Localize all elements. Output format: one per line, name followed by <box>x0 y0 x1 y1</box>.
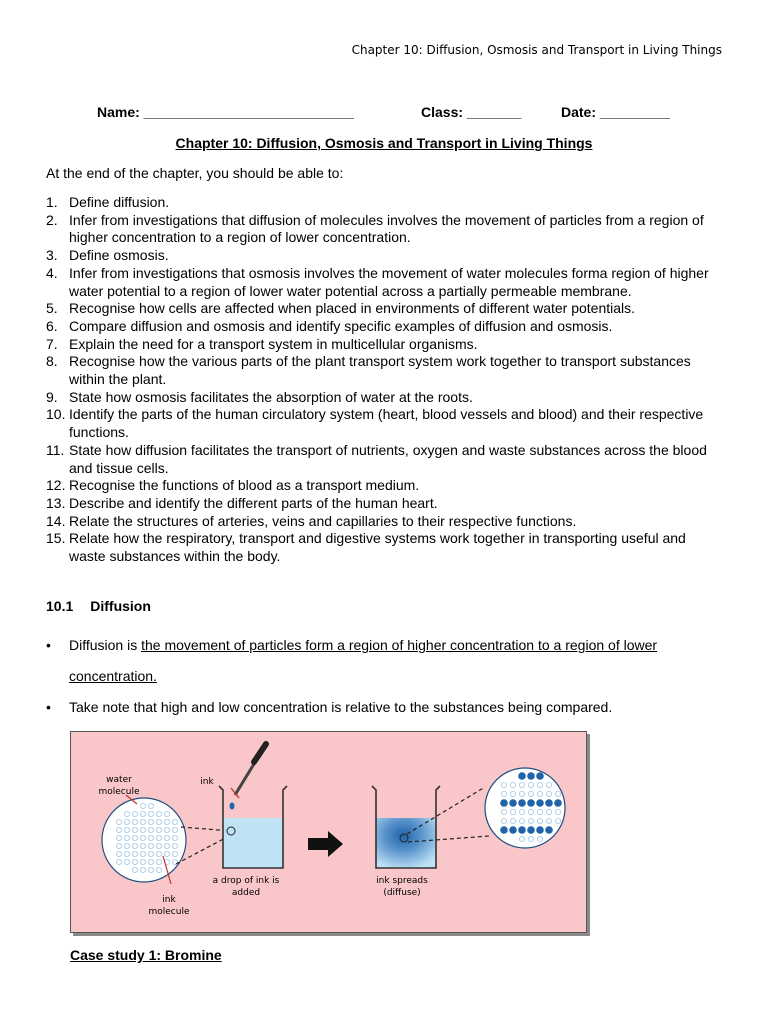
bullet-dot: • <box>46 699 51 715</box>
objective-number: 6. <box>46 317 58 334</box>
objective-number: 14. <box>46 512 66 529</box>
molecule-dot <box>124 811 129 816</box>
molecule-dot <box>536 772 544 780</box>
molecule-dot <box>528 836 533 841</box>
molecule-dot <box>156 851 161 856</box>
page-title: Chapter 10: Diffusion, Osmosis and Transport in Living Things <box>175 135 593 151</box>
molecule-dot <box>124 859 129 864</box>
molecule-dot <box>172 843 177 848</box>
molecule-dot <box>537 836 542 841</box>
objective-item <box>46 389 726 407</box>
molecule-dot <box>116 859 121 864</box>
molecule-dot <box>528 809 533 814</box>
objective-item <box>46 513 726 531</box>
objective-item <box>46 477 726 495</box>
molecule-dot <box>546 818 551 823</box>
label-water: water <box>106 775 132 785</box>
objective-item <box>46 353 726 388</box>
label-molecule: molecule <box>98 787 140 797</box>
molecule-dot <box>116 851 121 856</box>
molecule-dot <box>537 809 542 814</box>
objective-text: Describe and identify the different parts of the human heart. <box>69 494 438 511</box>
molecule-dot <box>536 799 544 807</box>
molecule-dot <box>501 809 506 814</box>
molecule-dot <box>501 782 506 787</box>
molecule-dot <box>116 835 121 840</box>
molecule-dot <box>132 827 137 832</box>
objective-number: 4. <box>46 264 58 281</box>
bullet-dot: • <box>46 637 51 653</box>
molecule-dot <box>537 791 542 796</box>
molecule-dot <box>172 819 177 824</box>
objective-number: 10. <box>46 406 66 423</box>
beaker-ink-spread-icon <box>372 786 440 868</box>
molecule-dot <box>537 818 542 823</box>
label-spread-2: (diffuse) <box>383 888 421 898</box>
molecule-dot <box>527 799 535 807</box>
objectives-list <box>46 194 726 566</box>
molecule-dot <box>172 827 177 832</box>
water-molecule-zoom-circle <box>102 798 186 882</box>
molecule-dot <box>156 827 161 832</box>
objective-number: 15. <box>46 530 66 547</box>
section-title: Diffusion <box>90 598 151 614</box>
molecule-dot <box>172 835 177 840</box>
molecule-dot <box>528 791 533 796</box>
molecule-dot <box>501 818 506 823</box>
objective-item <box>46 300 726 318</box>
objective-text: Compare diffusion and osmosis and identify specific examples of diffusion and osmosis. <box>69 317 613 334</box>
molecule-dot <box>156 811 161 816</box>
molecule-dot <box>140 843 145 848</box>
bullet-diffusion-definition <box>46 630 726 692</box>
molecule-dot <box>519 836 524 841</box>
objective-text: Identify the parts of the human circulatory system (heart, blood vessels and blood) and their respective functions. <box>69 406 704 441</box>
objective-text: Explain the need for a transport system in multicellular organisms. <box>69 335 478 352</box>
molecule-dot <box>545 826 553 834</box>
molecule-dot <box>546 809 551 814</box>
label-ink-molecule-2: molecule <box>148 907 190 917</box>
molecule-dot <box>510 782 515 787</box>
molecule-dot <box>546 791 551 796</box>
objective-item <box>46 265 726 300</box>
molecule-dot <box>528 818 533 823</box>
objective-text: Define diffusion. <box>69 194 170 210</box>
molecule-dot <box>148 827 153 832</box>
molecule-dot <box>527 826 535 834</box>
beaker-with-drop-icon <box>219 786 287 868</box>
molecule-dot <box>148 803 153 808</box>
molecule-dot <box>140 827 145 832</box>
molecule-dot <box>148 835 153 840</box>
running-header: Chapter 10: Diffusion, Osmosis and Transport in Living Things <box>351 43 722 57</box>
molecule-dot <box>536 826 544 834</box>
case-study-heading: Case study 1: Bromine <box>70 947 222 963</box>
objective-text: Infer from investigations that diffusion of molecules involves the movement of particles from a region of higher concentration to a region of lower concentration. <box>69 211 704 246</box>
molecule-dot <box>518 826 526 834</box>
molecule-dot <box>156 867 161 872</box>
objective-item <box>46 247 726 265</box>
definition-prefix: Diffusion is <box>69 637 142 653</box>
label-drop-1: a drop of ink is <box>212 876 280 886</box>
molecule-dot <box>518 799 526 807</box>
molecule-dot <box>132 819 137 824</box>
objective-item <box>46 442 726 477</box>
objective-text: State how diffusion facilitates the transport of nutrients, oxygen and waste substances across the blood and tissue cells. <box>69 441 707 476</box>
molecule-dot <box>527 772 535 780</box>
molecule-dot <box>124 835 129 840</box>
objective-item <box>46 212 726 247</box>
molecule-dot <box>140 835 145 840</box>
molecule-dot <box>124 851 129 856</box>
molecule-dot <box>509 799 517 807</box>
objective-item <box>46 336 726 354</box>
molecule-dot <box>555 809 560 814</box>
objective-number: 1. <box>46 194 58 210</box>
objective-text: Relate how the respiratory, transport and digestive systems work together in transporting useful and waste substances within the body. <box>69 530 686 565</box>
molecule-dot <box>519 782 524 787</box>
objective-text: Recognise how the various parts of the plant transport system work together to transport substances within the plant. <box>69 353 691 388</box>
molecule-dot <box>164 811 169 816</box>
molecule-dot <box>124 827 129 832</box>
molecule-dot <box>519 809 524 814</box>
molecule-dot <box>148 819 153 824</box>
molecule-dot <box>537 782 542 787</box>
objective-number: 11. <box>46 441 65 458</box>
molecule-dot <box>132 843 137 848</box>
definition-underlined: the movement of particles form a region of higher concentration to a region of lower concentration. <box>69 637 658 684</box>
molecule-dot <box>132 835 137 840</box>
label-ink: ink <box>200 777 214 787</box>
molecule-dot <box>140 851 145 856</box>
molecule-dot <box>156 859 161 864</box>
molecule-dot <box>116 819 121 824</box>
molecule-dot <box>148 811 153 816</box>
molecule-dot <box>519 818 524 823</box>
molecule-dot <box>140 859 145 864</box>
objective-number: 12. <box>46 477 66 494</box>
molecule-dot <box>132 811 137 816</box>
arrow-right-icon <box>308 831 343 857</box>
molecule-dot <box>164 835 169 840</box>
molecule-dot <box>124 819 129 824</box>
molecule-dot <box>555 791 560 796</box>
diffused-zoom-circle <box>485 768 565 848</box>
molecule-dot <box>519 791 524 796</box>
objective-number: 13. <box>46 494 66 511</box>
name-field-label: Name: ___________________________ <box>97 104 354 120</box>
molecule-dot <box>555 818 560 823</box>
molecule-dot <box>164 819 169 824</box>
molecule-dot <box>546 782 551 787</box>
objective-text: Define osmosis. <box>69 247 169 264</box>
class-field-label: Class: _______ <box>421 104 522 120</box>
objective-item <box>46 194 726 212</box>
molecule-dot <box>124 843 129 848</box>
objective-text: Recognise how cells are affected when placed in environments of different water potentials. <box>69 300 636 317</box>
molecule-dot <box>510 818 515 823</box>
molecule-dot <box>132 867 137 872</box>
molecule-dot <box>554 799 562 807</box>
molecule-dot <box>140 819 145 824</box>
molecule-dot <box>164 843 169 848</box>
objective-number: 2. <box>46 211 58 228</box>
objective-text: State how osmosis facilitates the absorption of water at the roots. <box>69 388 473 405</box>
intro-text: At the end of the chapter, you should be able to: <box>46 165 344 181</box>
molecule-dot <box>148 851 153 856</box>
molecule-dot <box>510 791 515 796</box>
molecule-dot <box>148 867 153 872</box>
molecule-dot <box>509 826 517 834</box>
molecule-dot <box>140 803 145 808</box>
molecule-dot <box>528 782 533 787</box>
objective-item <box>46 495 726 513</box>
molecule-dot <box>140 867 145 872</box>
molecule-dot <box>172 851 177 856</box>
objective-number: 5. <box>46 300 58 317</box>
molecule-dot <box>500 826 508 834</box>
label-ink-molecule-1: ink <box>162 895 176 905</box>
molecule-dot <box>545 799 553 807</box>
molecule-dot <box>500 799 508 807</box>
molecule-dot <box>156 843 161 848</box>
date-field-label: Date: _________ <box>561 104 670 120</box>
molecule-dot <box>148 843 153 848</box>
label-spread-1: ink spreads <box>376 876 428 886</box>
molecule-dot <box>156 835 161 840</box>
molecule-dot <box>501 791 506 796</box>
objective-number: 8. <box>46 353 58 370</box>
objective-text: Relate the structures of arteries, veins and capillaries to their respective functions. <box>69 512 577 529</box>
molecule-dot <box>132 859 137 864</box>
molecule-dot <box>116 827 121 832</box>
objective-text: Infer from investigations that osmosis involves the movement of water molecules forma region of higher water potential to a region of lower water potential across a partially permeable membrane. <box>69 264 709 299</box>
section-number: 10.1 <box>46 598 74 614</box>
molecule-dot <box>116 843 121 848</box>
bullet-relative-concentration <box>46 692 726 723</box>
objective-number: 7. <box>46 335 58 352</box>
objective-text: Recognise the functions of blood as a transport medium. <box>69 477 420 494</box>
objective-number: 3. <box>46 247 58 264</box>
objective-number: 9. <box>46 388 58 405</box>
molecule-dot <box>164 851 169 856</box>
molecule-dot <box>164 827 169 832</box>
objective-item <box>46 318 726 336</box>
objective-item <box>46 406 726 441</box>
molecule-dot <box>518 772 526 780</box>
molecule-dot <box>156 819 161 824</box>
molecule-dot <box>140 811 145 816</box>
molecule-dot <box>132 851 137 856</box>
objective-item <box>46 530 726 565</box>
molecule-dot <box>148 859 153 864</box>
label-drop-2: added <box>231 888 261 898</box>
section-heading <box>46 598 151 614</box>
molecule-dot <box>510 809 515 814</box>
diffusion-figure <box>70 731 587 933</box>
dropper-icon <box>235 744 266 795</box>
bullet-text: Take note that high and low concentration is relative to the substances being compared. <box>69 699 613 715</box>
